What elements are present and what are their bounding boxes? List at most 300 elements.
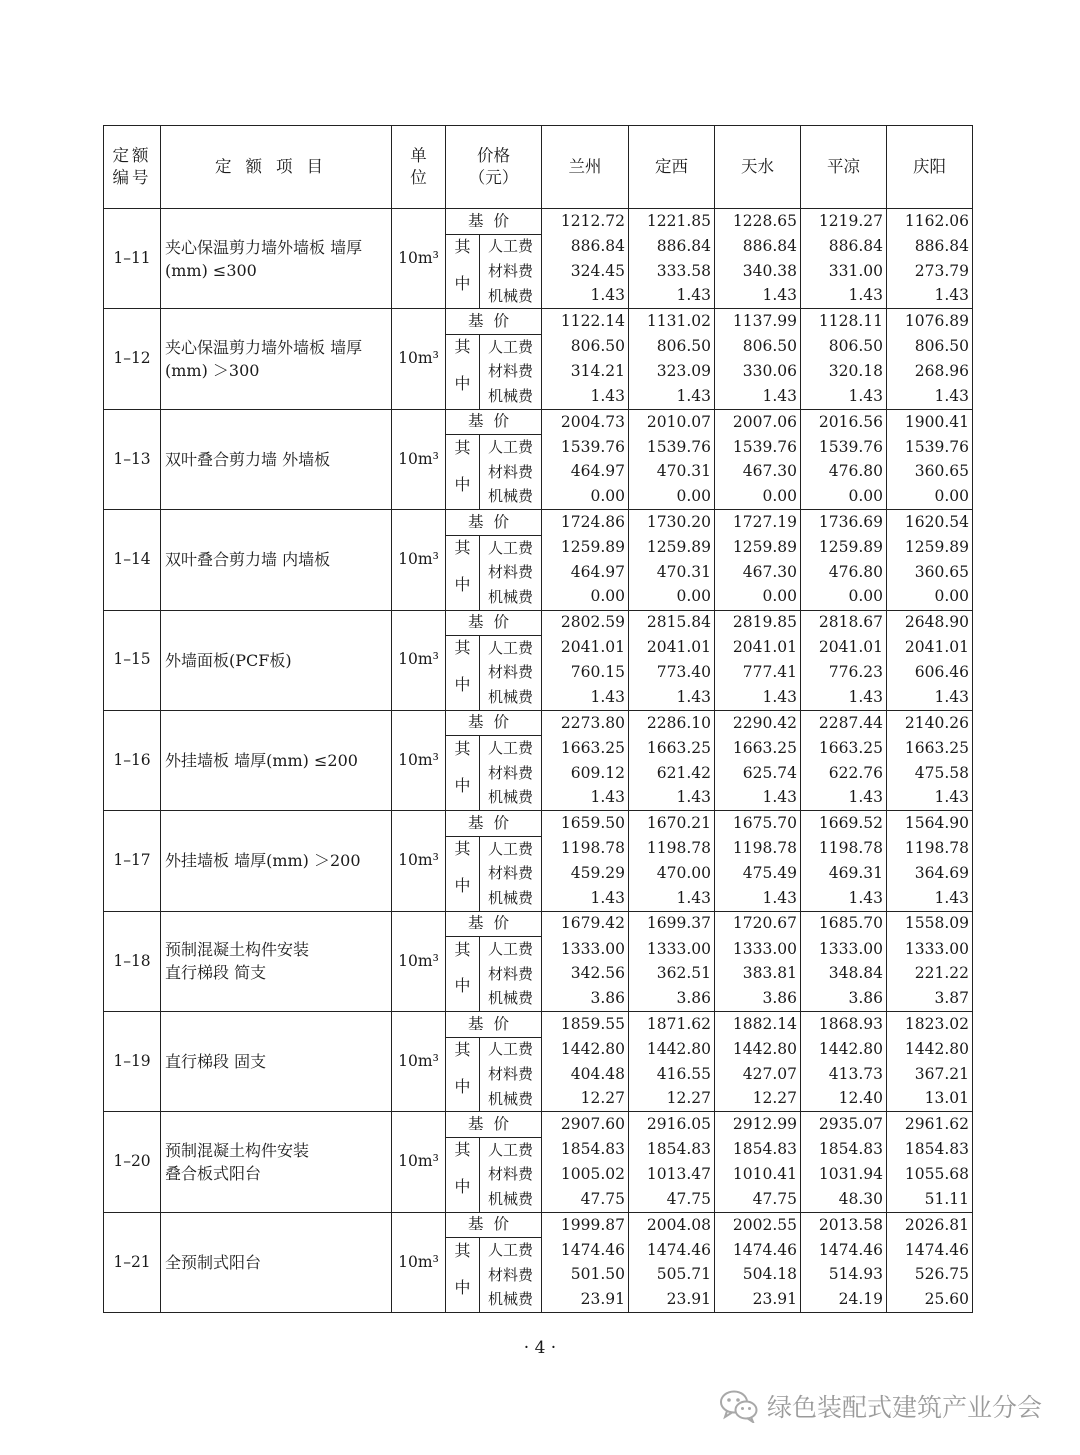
header-item: 定额项目 <box>161 126 392 209</box>
quota-unit: 10m³ <box>392 911 446 1011</box>
machine-cell: 0.00 <box>629 485 715 510</box>
table-row-base <box>104 610 973 636</box>
labor-cell: 1474.46 <box>715 1238 801 1263</box>
machine-cell: 12.27 <box>542 1087 629 1112</box>
labor-label: 人工费 <box>480 334 542 359</box>
base-price-cell: 1122.14 <box>542 309 629 335</box>
material-cell: 427.07 <box>715 1062 801 1087</box>
labor-cell: 886.84 <box>801 234 887 259</box>
base-price-cell: 1736.69 <box>801 510 887 536</box>
material-cell: 776.23 <box>801 661 887 686</box>
machine-cell: 0.00 <box>801 585 887 610</box>
base-price-cell: 2026.81 <box>887 1212 973 1238</box>
material-cell: 320.18 <box>801 360 887 385</box>
quota-code: 1–17 <box>104 811 161 911</box>
labor-cell: 806.50 <box>629 334 715 359</box>
header-price: 价格 （元） <box>446 126 542 209</box>
labor-cell: 1259.89 <box>542 535 629 560</box>
machine-cell: 23.91 <box>715 1288 801 1313</box>
machine-cell: 1.43 <box>629 786 715 811</box>
base-price-cell: 1882.14 <box>715 1012 801 1038</box>
material-label: 材料费 <box>480 460 542 485</box>
material-cell: 609.12 <box>542 761 629 786</box>
machine-cell: 0.00 <box>887 485 973 510</box>
table-row-base <box>104 309 973 335</box>
base-price-label: 基价 <box>446 409 542 435</box>
labor-label: 人工费 <box>480 836 542 861</box>
machine-cell: 3.86 <box>801 986 887 1011</box>
machine-cell: 1.43 <box>715 685 801 710</box>
material-cell: 459.29 <box>542 861 629 886</box>
header-city-pingliang: 平凉 <box>801 126 887 209</box>
quota-unit: 10m³ <box>392 1012 446 1112</box>
qi-label: 其 <box>446 1137 480 1162</box>
quota-item: 直行梯段 固支 <box>161 1012 392 1112</box>
quota-code: 1–12 <box>104 309 161 409</box>
machine-cell: 1.43 <box>629 886 715 911</box>
qi-label: 其 <box>446 234 480 259</box>
zhong-label: 中 <box>446 1263 480 1313</box>
base-price-cell: 2273.80 <box>542 710 629 736</box>
quota-unit: 10m³ <box>392 610 446 710</box>
machine-label: 机械费 <box>480 1288 542 1313</box>
labor-cell: 1663.25 <box>542 736 629 761</box>
quota-unit: 10m³ <box>392 811 446 911</box>
base-price-cell: 2802.59 <box>542 610 629 636</box>
material-cell: 464.97 <box>542 560 629 585</box>
quota-unit: 10m³ <box>392 1212 446 1312</box>
machine-label: 机械费 <box>480 384 542 409</box>
base-price-cell: 2907.60 <box>542 1112 629 1138</box>
material-cell: 514.93 <box>801 1263 887 1288</box>
base-price-cell: 2010.07 <box>629 409 715 435</box>
table-header-row <box>104 126 973 209</box>
base-price-cell: 1730.20 <box>629 510 715 536</box>
base-price-cell: 1871.62 <box>629 1012 715 1038</box>
quota-code: 1–19 <box>104 1012 161 1112</box>
labor-cell: 1663.25 <box>887 736 973 761</box>
labor-cell: 1854.83 <box>542 1137 629 1162</box>
qi-label: 其 <box>446 636 480 661</box>
machine-label: 机械费 <box>480 886 542 911</box>
quota-code: 1–13 <box>104 409 161 509</box>
machine-cell: 47.75 <box>542 1187 629 1212</box>
base-price-label: 基价 <box>446 1012 542 1038</box>
quota-item: 夹心保温剪力墙外墙板 墙厚 (mm) ＞300 <box>161 309 392 409</box>
machine-cell: 1.43 <box>715 786 801 811</box>
machine-cell: 1.43 <box>542 886 629 911</box>
machine-label: 机械费 <box>480 685 542 710</box>
quota-unit: 10m³ <box>392 1112 446 1212</box>
machine-label: 机械费 <box>480 284 542 309</box>
base-price-label: 基价 <box>446 1212 542 1238</box>
quota-code: 1–14 <box>104 510 161 610</box>
base-price-cell: 1212.72 <box>542 209 629 235</box>
quota-item: 外挂墙板 墙厚(mm) ＞200 <box>161 811 392 911</box>
labor-cell: 1474.46 <box>629 1238 715 1263</box>
zhong-label: 中 <box>446 1163 480 1213</box>
material-cell: 476.80 <box>801 460 887 485</box>
quota-price-table <box>103 125 973 1313</box>
machine-label: 机械费 <box>480 585 542 610</box>
machine-cell: 1.43 <box>542 384 629 409</box>
labor-cell: 1663.25 <box>715 736 801 761</box>
labor-label: 人工费 <box>480 1037 542 1062</box>
material-cell: 470.31 <box>629 460 715 485</box>
machine-cell: 47.75 <box>629 1187 715 1212</box>
material-cell: 342.56 <box>542 962 629 987</box>
material-cell: 333.58 <box>629 259 715 284</box>
labor-cell: 1539.76 <box>542 435 629 460</box>
material-label: 材料费 <box>480 761 542 786</box>
machine-cell: 25.60 <box>887 1288 973 1313</box>
labor-label: 人工费 <box>480 937 542 962</box>
labor-cell: 1198.78 <box>715 836 801 861</box>
machine-cell: 0.00 <box>542 585 629 610</box>
machine-cell: 1.43 <box>801 786 887 811</box>
quota-unit: 10m³ <box>392 710 446 810</box>
qi-label: 其 <box>446 937 480 962</box>
base-price-cell: 1727.19 <box>715 510 801 536</box>
base-price-cell: 1131.02 <box>629 309 715 335</box>
machine-label: 机械费 <box>480 1087 542 1112</box>
base-price-cell: 2648.90 <box>887 610 973 636</box>
base-price-cell: 2004.08 <box>629 1212 715 1238</box>
wechat-icon <box>719 1389 759 1423</box>
machine-cell: 0.00 <box>715 585 801 610</box>
labor-cell: 806.50 <box>715 334 801 359</box>
base-price-cell: 2818.67 <box>801 610 887 636</box>
base-price-cell: 2013.58 <box>801 1212 887 1238</box>
header-city-lanzhou: 兰州 <box>542 126 629 209</box>
labor-cell: 806.50 <box>801 334 887 359</box>
material-cell: 1005.02 <box>542 1163 629 1188</box>
base-price-cell: 2007.06 <box>715 409 801 435</box>
base-price-cell: 1679.42 <box>542 911 629 937</box>
material-cell: 467.30 <box>715 560 801 585</box>
material-cell: 1013.47 <box>629 1163 715 1188</box>
base-price-cell: 1558.09 <box>887 911 973 937</box>
labor-cell: 1442.80 <box>629 1037 715 1062</box>
base-price-cell: 1859.55 <box>542 1012 629 1038</box>
labor-label: 人工费 <box>480 636 542 661</box>
material-cell: 413.73 <box>801 1062 887 1087</box>
machine-cell: 47.75 <box>715 1187 801 1212</box>
material-cell: 621.42 <box>629 761 715 786</box>
labor-cell: 886.84 <box>542 234 629 259</box>
material-cell: 470.31 <box>629 560 715 585</box>
machine-cell: 0.00 <box>801 485 887 510</box>
quota-unit: 10m³ <box>392 409 446 509</box>
zhong-label: 中 <box>446 560 480 610</box>
material-label: 材料费 <box>480 861 542 886</box>
material-cell: 362.51 <box>629 962 715 987</box>
material-cell: 273.79 <box>887 259 973 284</box>
material-cell: 314.21 <box>542 360 629 385</box>
qi-label: 其 <box>446 1037 480 1062</box>
quota-code: 1–11 <box>104 209 161 309</box>
labor-cell: 806.50 <box>887 334 973 359</box>
base-price-cell: 2916.05 <box>629 1112 715 1138</box>
table-row-base <box>104 1012 973 1038</box>
base-price-cell: 1076.89 <box>887 309 973 335</box>
page-number: · 4 · <box>523 1338 557 1358</box>
machine-cell: 1.43 <box>629 685 715 710</box>
base-price-cell: 1219.27 <box>801 209 887 235</box>
material-cell: 505.71 <box>629 1263 715 1288</box>
material-label: 材料费 <box>480 259 542 284</box>
labor-cell: 1259.89 <box>801 535 887 560</box>
material-cell: 1055.68 <box>887 1163 973 1188</box>
material-cell: 330.06 <box>715 360 801 385</box>
material-cell: 1010.41 <box>715 1163 801 1188</box>
material-cell: 760.15 <box>542 661 629 686</box>
labor-cell: 886.84 <box>887 234 973 259</box>
labor-label: 人工费 <box>480 234 542 259</box>
material-cell: 367.21 <box>887 1062 973 1087</box>
labor-cell: 1854.83 <box>629 1137 715 1162</box>
material-cell: 383.81 <box>715 962 801 987</box>
base-price-label: 基价 <box>446 510 542 536</box>
base-price-cell: 1221.85 <box>629 209 715 235</box>
machine-cell: 0.00 <box>715 485 801 510</box>
machine-cell: 51.11 <box>887 1187 973 1212</box>
zhong-label: 中 <box>446 861 480 911</box>
base-price-cell: 1900.41 <box>887 409 973 435</box>
qi-label: 其 <box>446 1238 480 1263</box>
labor-cell: 1474.46 <box>801 1238 887 1263</box>
material-label: 材料费 <box>480 360 542 385</box>
table-row-base <box>104 409 973 435</box>
machine-cell: 23.91 <box>542 1288 629 1313</box>
base-price-cell: 1659.50 <box>542 811 629 837</box>
machine-cell: 1.43 <box>715 384 801 409</box>
labor-cell: 1198.78 <box>887 836 973 861</box>
machine-cell: 12.27 <box>629 1087 715 1112</box>
table-row-base <box>104 911 973 937</box>
machine-cell: 1.43 <box>887 886 973 911</box>
material-cell: 476.80 <box>801 560 887 585</box>
base-price-cell: 2290.42 <box>715 710 801 736</box>
base-price-cell: 1620.54 <box>887 510 973 536</box>
machine-cell: 0.00 <box>887 585 973 610</box>
labor-label: 人工费 <box>480 736 542 761</box>
machine-cell: 1.43 <box>629 384 715 409</box>
quota-unit: 10m³ <box>392 309 446 409</box>
machine-cell: 1.43 <box>715 284 801 309</box>
base-price-cell: 1670.21 <box>629 811 715 837</box>
base-price-cell: 1564.90 <box>887 811 973 837</box>
base-price-cell: 1675.70 <box>715 811 801 837</box>
machine-cell: 1.43 <box>801 886 887 911</box>
machine-cell: 3.86 <box>715 986 801 1011</box>
quota-item: 全预制式阳台 <box>161 1212 392 1312</box>
base-price-cell: 2016.56 <box>801 409 887 435</box>
zhong-label: 中 <box>446 661 480 711</box>
material-cell: 464.97 <box>542 460 629 485</box>
zhong-label: 中 <box>446 360 480 410</box>
watermark-text: 绿色装配式建筑产业分会 <box>766 1393 1042 1422</box>
material-cell: 526.75 <box>887 1263 973 1288</box>
labor-cell: 1198.78 <box>542 836 629 861</box>
machine-cell: 1.43 <box>715 886 801 911</box>
machine-cell: 1.43 <box>801 685 887 710</box>
machine-label: 机械费 <box>480 485 542 510</box>
base-price-cell: 2002.55 <box>715 1212 801 1238</box>
labor-cell: 2041.01 <box>715 636 801 661</box>
labor-cell: 1333.00 <box>801 937 887 962</box>
material-cell: 340.38 <box>715 259 801 284</box>
material-cell: 360.65 <box>887 460 973 485</box>
labor-cell: 1539.76 <box>801 435 887 460</box>
machine-cell: 24.19 <box>801 1288 887 1313</box>
base-price-cell: 1162.06 <box>887 209 973 235</box>
base-price-cell: 1720.67 <box>715 911 801 937</box>
material-cell: 348.84 <box>801 962 887 987</box>
material-cell: 777.41 <box>715 661 801 686</box>
labor-label: 人工费 <box>480 1137 542 1162</box>
material-cell: 416.55 <box>629 1062 715 1087</box>
material-cell: 470.00 <box>629 861 715 886</box>
zhong-label: 中 <box>446 962 480 1012</box>
header-unit: 单 位 <box>392 126 446 209</box>
quota-item: 预制混凝土构件安装 叠合板式阳台 <box>161 1112 392 1212</box>
material-label: 材料费 <box>480 1163 542 1188</box>
labor-cell: 2041.01 <box>629 636 715 661</box>
base-price-cell: 2004.73 <box>542 409 629 435</box>
machine-label: 机械费 <box>480 786 542 811</box>
base-price-cell: 1999.87 <box>542 1212 629 1238</box>
qi-label: 其 <box>446 736 480 761</box>
quota-item: 外墙面板(PCF板) <box>161 610 392 710</box>
labor-cell: 1333.00 <box>887 937 973 962</box>
base-price-label: 基价 <box>446 911 542 937</box>
material-label: 材料费 <box>480 1263 542 1288</box>
machine-label: 机械费 <box>480 1187 542 1212</box>
labor-cell: 1663.25 <box>801 736 887 761</box>
labor-label: 人工费 <box>480 435 542 460</box>
material-cell: 467.30 <box>715 460 801 485</box>
machine-cell: 48.30 <box>801 1187 887 1212</box>
labor-cell: 1333.00 <box>542 937 629 962</box>
quota-item: 双叶叠合剪力墙 外墙板 <box>161 409 392 509</box>
machine-cell: 23.91 <box>629 1288 715 1313</box>
material-cell: 324.45 <box>542 259 629 284</box>
base-price-cell: 1699.37 <box>629 911 715 937</box>
labor-cell: 886.84 <box>629 234 715 259</box>
machine-cell: 12.27 <box>715 1087 801 1112</box>
base-price-cell: 1137.99 <box>715 309 801 335</box>
machine-cell: 1.43 <box>542 685 629 710</box>
material-cell: 622.76 <box>801 761 887 786</box>
labor-cell: 2041.01 <box>801 636 887 661</box>
table-row-base <box>104 811 973 837</box>
labor-cell: 1474.46 <box>887 1238 973 1263</box>
quota-item: 夹心保温剪力墙外墙板 墙厚 (mm) ≤300 <box>161 209 392 309</box>
labor-cell: 1663.25 <box>629 736 715 761</box>
quota-unit: 10m³ <box>392 209 446 309</box>
machine-cell: 12.40 <box>801 1087 887 1112</box>
material-cell: 504.18 <box>715 1263 801 1288</box>
labor-cell: 1442.80 <box>801 1037 887 1062</box>
machine-cell: 1.43 <box>887 384 973 409</box>
material-cell: 625.74 <box>715 761 801 786</box>
base-price-cell: 2287.44 <box>801 710 887 736</box>
labor-cell: 806.50 <box>542 334 629 359</box>
labor-cell: 1333.00 <box>629 937 715 962</box>
base-price-cell: 2286.10 <box>629 710 715 736</box>
machine-cell: 1.43 <box>887 685 973 710</box>
labor-cell: 1539.76 <box>715 435 801 460</box>
material-cell: 331.00 <box>801 259 887 284</box>
labor-cell: 1333.00 <box>715 937 801 962</box>
table-row-base <box>104 710 973 736</box>
quota-code: 1–15 <box>104 610 161 710</box>
quota-item: 预制混凝土构件安装 直行梯段 简支 <box>161 911 392 1011</box>
base-price-label: 基价 <box>446 309 542 335</box>
material-cell: 606.46 <box>887 661 973 686</box>
table-row-base <box>104 1212 973 1238</box>
base-price-cell: 2961.62 <box>887 1112 973 1138</box>
material-label: 材料费 <box>480 1062 542 1087</box>
labor-cell: 886.84 <box>715 234 801 259</box>
machine-cell: 3.86 <box>629 986 715 1011</box>
material-cell: 469.31 <box>801 861 887 886</box>
material-cell: 475.58 <box>887 761 973 786</box>
machine-cell: 1.43 <box>887 786 973 811</box>
labor-cell: 1539.76 <box>887 435 973 460</box>
base-price-label: 基价 <box>446 1112 542 1138</box>
quota-unit: 10m³ <box>392 510 446 610</box>
zhong-label: 中 <box>446 259 480 309</box>
base-price-cell: 1228.65 <box>715 209 801 235</box>
machine-cell: 1.43 <box>542 284 629 309</box>
machine-cell: 1.43 <box>801 384 887 409</box>
base-price-cell: 1685.70 <box>801 911 887 937</box>
labor-cell: 1442.80 <box>542 1037 629 1062</box>
base-price-cell: 1724.86 <box>542 510 629 536</box>
base-price-cell: 2815.84 <box>629 610 715 636</box>
material-cell: 1031.94 <box>801 1163 887 1188</box>
labor-cell: 1854.83 <box>801 1137 887 1162</box>
material-cell: 475.49 <box>715 861 801 886</box>
labor-cell: 2041.01 <box>542 636 629 661</box>
header-code: 定额 编号 <box>104 126 161 209</box>
labor-cell: 1198.78 <box>629 836 715 861</box>
labor-cell: 1442.80 <box>887 1037 973 1062</box>
machine-cell: 1.43 <box>887 284 973 309</box>
machine-cell: 0.00 <box>542 485 629 510</box>
labor-cell: 1539.76 <box>629 435 715 460</box>
base-price-cell: 2912.99 <box>715 1112 801 1138</box>
table-row-base <box>104 510 973 536</box>
labor-cell: 1259.89 <box>629 535 715 560</box>
labor-cell: 1259.89 <box>887 535 973 560</box>
header-city-tianshui: 天水 <box>715 126 801 209</box>
table-row-base <box>104 1112 973 1138</box>
qi-label: 其 <box>446 334 480 359</box>
labor-cell: 1854.83 <box>715 1137 801 1162</box>
base-price-label: 基价 <box>446 610 542 636</box>
machine-cell: 3.87 <box>887 986 973 1011</box>
base-price-cell: 2935.07 <box>801 1112 887 1138</box>
base-price-cell: 2819.85 <box>715 610 801 636</box>
base-price-label: 基价 <box>446 710 542 736</box>
quota-item: 双叶叠合剪力墙 内墙板 <box>161 510 392 610</box>
material-cell: 221.22 <box>887 962 973 987</box>
labor-cell: 1442.80 <box>715 1037 801 1062</box>
header-city-dingxi: 定西 <box>629 126 715 209</box>
